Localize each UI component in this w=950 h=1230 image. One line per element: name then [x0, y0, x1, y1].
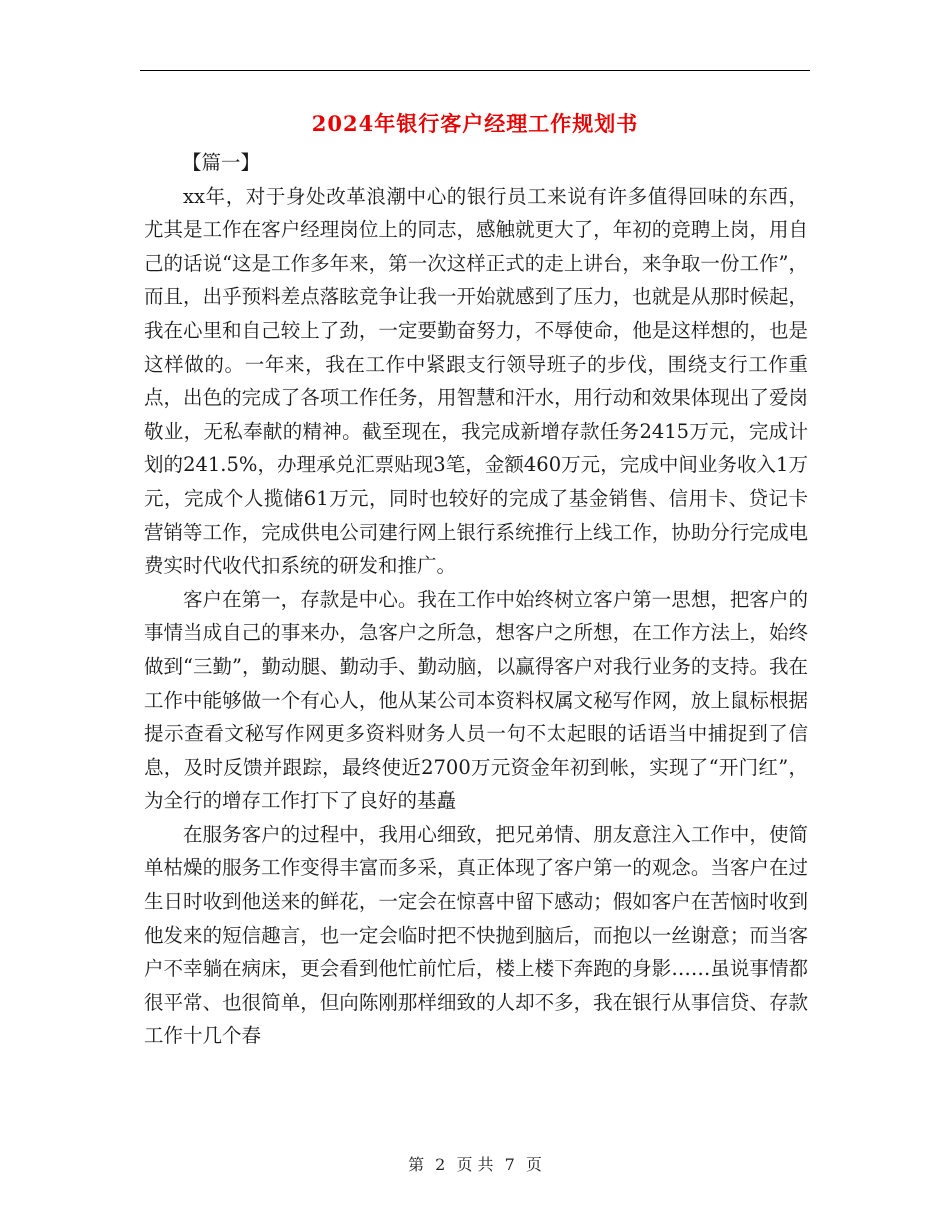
footer-suffix: 页 [525, 1155, 542, 1174]
document-title: 2024年银行客户经理工作规划书 [311, 111, 639, 136]
header-rule [140, 70, 810, 71]
paragraph-2: 客户在第一，存款是中心。我在工作中始终树立客户第一思想，把客户的事情当成自己的事来办，急客户之所急，想客户之所想，在工作方法上，始终做到“三勤”，勤动腿、勤动手、勤动脑，以赢得客户对我行业务的支持。我在工作中能够做一个有心人，他从某公司本资料权属文秘写作网，放上鼠标根据提示查看文秘写作网更多资料财务人员一句不太起眼的话语当中捕捉到了信息，及时反馈并跟踪，最终使近2700万元资金年初到帐，实现了“开门红”，为全行的增存工作打下了良好的基矗 [144, 587, 808, 813]
paragraph-3: 在服务客户的过程中，我用心细致，把兄弟情、朋友意注入工作中，使简单枯燥的服务工作变得丰富而多采，真正体现了客户第一的观念。当客户在过生日时收到他送来的鲜花，一定会在惊喜中留下感动；假如客户在苦恼时收到他发来的短信趣言，也一定会临时把不快抛到脑后，而抱以一丝谢意；而当客户不幸躺在病床，更会看到他忙前忙后，楼上楼下奔跑的身影……虽说事情都很平常、也很简单，但向陈刚那样细致的人却不多，我在银行从事信贷、存款工作十几个春 [144, 822, 808, 1048]
footer-total-pages: 7 [504, 1155, 515, 1174]
document-body [144, 146, 808, 1053]
footer-prefix: 第 [408, 1155, 425, 1174]
footer-page-number: 2 [435, 1155, 446, 1174]
page-footer [0, 1152, 950, 1175]
footer-middle: 页 共 [456, 1155, 494, 1174]
paragraph-1: xx年，对于身处改革浪潮中心的银行员工来说有许多值得回味的东西，尤其是工作在客户经理岗位上的同志，感触就更大了，年初的竞聘上岗，用自己的话说“这是工作多年来，第一次这样正式的走上讲台，来争取一份工作”，而且，出乎预料差点落眩竞争让我一开始就感到了压力，也就是从那时候起，我在心里和自己较上了劲，一定要勤奋努力，不辱使命，他是这样想的，也是这样做的。一年来，我在工作中紧跟支行领导班子的步伐，围绕支行工作重点，出色的完成了各项工作任务，用智慧和汗水，用行动和效果体现出了爱岗敬业，无私奉献的精神。截至现在，我完成新增存款任务2415万元，完成计划的241.5%，办理承兑汇票贴现3笔，金额460万元，完成中间业务收入1万元，完成个人揽储61万元，同时也较好的完成了基金销售、信用卡、贷记卡营销等工作，完成供电公司建行网上银行系统推行上线工作，协助分行完成电费实时代收代扣系统的研发和推广。 [144, 184, 808, 578]
section-label: 【篇一】 [182, 151, 261, 174]
